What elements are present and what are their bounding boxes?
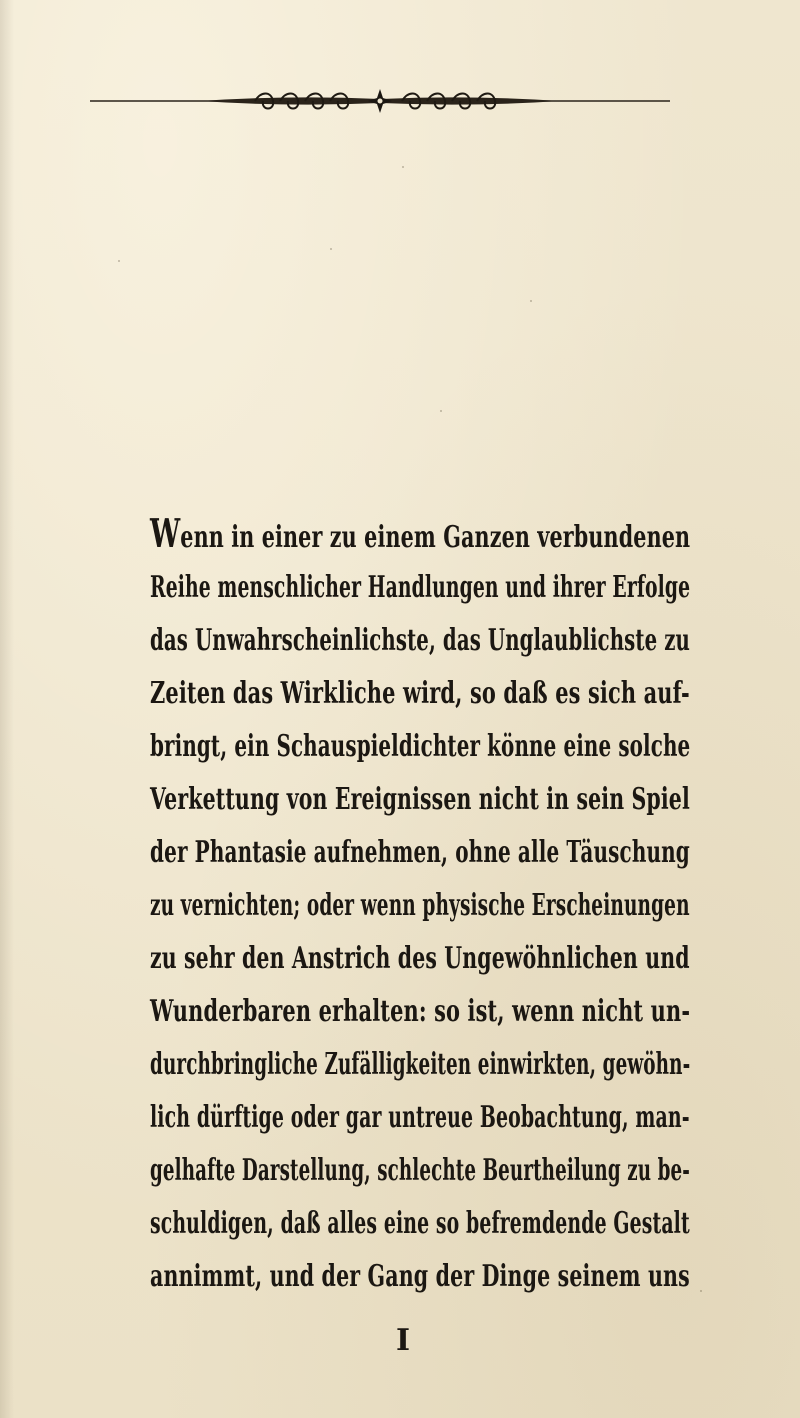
text-line-content: bringt, ein Schauspieldichter könne eine solche [150, 729, 691, 764]
text-line [150, 1144, 690, 1197]
text-line [150, 614, 690, 667]
text-line [150, 826, 690, 879]
text-line [150, 508, 691, 561]
text-line-content: Reihe menschlicher Handlungen und ihrer Erfolge [150, 570, 691, 605]
text-line-content: annimmt, und der Gang der Dinge seinem uns [150, 1259, 690, 1294]
text-line-content: das Unwahrscheinlichste, das Unglaublichste zu [150, 623, 690, 658]
paper-speck [330, 248, 332, 250]
drop-initial: W [150, 511, 181, 557]
text-line-content: der Phantasie aufnehmen, ohne alle Täuschung [150, 835, 690, 870]
signature-letter: I [395, 1323, 411, 1358]
signature-mark [0, 1323, 800, 1358]
text-line-content: zu sehr den Anstrich des Ungewöhnlichen und [150, 941, 690, 976]
text-line [150, 879, 690, 932]
body-text [150, 508, 690, 1303]
paper-speck [118, 260, 120, 262]
decorative-rule-ornament-icon [90, 86, 670, 116]
page-edge-shadow [0, 0, 14, 1418]
paper-speck [440, 410, 442, 412]
text-line [150, 932, 690, 985]
text-line-content: Zeiten das Wirkliche wird, so daß es sich auf- [150, 676, 690, 711]
text-line [150, 720, 691, 773]
text-line [150, 1038, 691, 1091]
text-line-content: Wunderbaren erhalten: so ist, wenn nicht un- [150, 994, 691, 1029]
text-line-content: lich dürftige oder gar untreue Beobachtung, man- [150, 1100, 690, 1135]
text-line-content: enn in einer zu einem Ganzen verbundenen [180, 520, 691, 555]
text-line [150, 773, 690, 826]
text-line [150, 561, 691, 614]
text-line [150, 1197, 690, 1250]
text-line-content: schuldigen, daß alles eine so befremdende Gestalt [150, 1206, 690, 1241]
text-line-content: Verkettung von Ereignissen nicht in sein Spiel [150, 782, 690, 817]
text-line-content: zu vernichten; oder wenn physische Erscheinungen [150, 888, 690, 923]
text-line [150, 1250, 690, 1303]
text-line-content: gelhafte Darstellung, schlechte Beurtheilung zu be- [150, 1153, 690, 1188]
text-line [150, 667, 690, 720]
text-line [150, 1091, 690, 1144]
text-line [150, 985, 691, 1038]
text-line-content: durchbringliche Zufälligkeiten einwirkten, gewöhn- [150, 1047, 691, 1082]
paper-speck [530, 300, 532, 302]
paper-speck [700, 1290, 702, 1292]
paper-speck [402, 166, 404, 168]
